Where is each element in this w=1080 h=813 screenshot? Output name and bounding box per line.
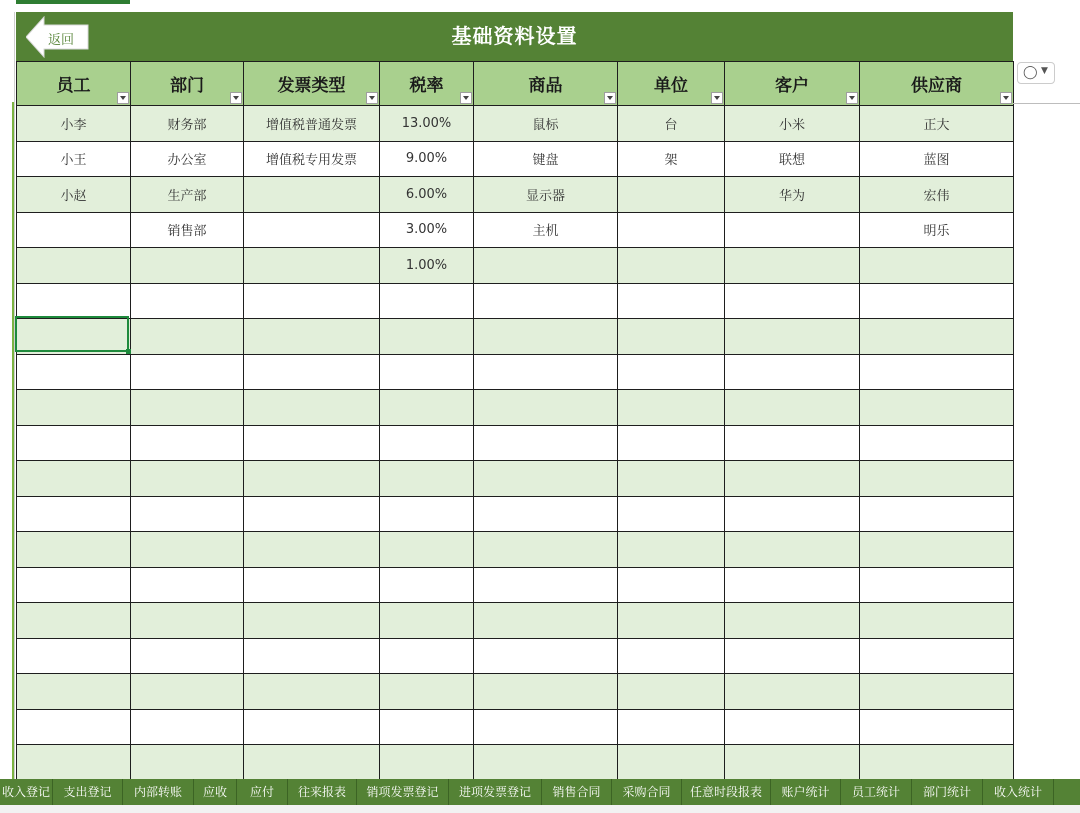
table-cell[interactable] [860,248,1014,284]
table-cell[interactable] [244,461,380,497]
column-header-label: 客户 [775,76,809,96]
table-cell[interactable] [725,319,860,355]
table-cell[interactable] [17,319,131,355]
table-cell[interactable] [131,390,244,426]
table-cell[interactable] [618,425,725,461]
table-cell[interactable] [17,354,131,390]
table-cell[interactable]: 13.00% [380,106,474,142]
sheet-tab[interactable]: 收入登记 [0,779,53,805]
back-button-label: 返回 [48,33,75,48]
column-header[interactable] [725,62,860,106]
table-row [17,319,1014,355]
table-cell[interactable] [725,603,860,639]
table-row [17,603,1014,639]
table-row [17,283,1014,319]
table-cell[interactable] [725,496,860,532]
table-cell[interactable] [244,354,380,390]
table-cell[interactable]: 增值税专用发票 [244,141,380,177]
table-cell[interactable] [380,709,474,745]
table-cell[interactable] [17,212,131,248]
table-cell[interactable] [17,248,131,284]
filter-dropdown-icon[interactable] [1000,92,1012,104]
sheet-tab[interactable]: 进项发票登记 [449,779,542,805]
table-cell[interactable] [380,390,474,426]
table-cell[interactable] [474,603,618,639]
table-cell[interactable] [725,638,860,674]
table-cell[interactable] [17,603,131,639]
table-cell[interactable] [618,745,725,781]
table-cell[interactable] [244,745,380,781]
table-cell[interactable] [244,425,380,461]
filter-dropdown-icon[interactable] [846,92,858,104]
table-cell[interactable] [244,567,380,603]
column-header-label: 商品 [528,76,563,96]
table-cell[interactable] [17,390,131,426]
sheet-tab[interactable]: 销售合同 [542,779,612,805]
table-cell[interactable] [618,461,725,497]
table-row [17,709,1014,745]
active-tab-accent [16,0,130,4]
table-cell[interactable] [17,638,131,674]
table-cell[interactable] [618,177,725,213]
sheet-tab[interactable]: 任意时段报表 [682,779,771,805]
table-cell[interactable] [725,567,860,603]
table-cell[interactable]: 主机 [474,212,618,248]
table-cell[interactable] [725,212,860,248]
table-cell[interactable] [860,603,1014,639]
table-cell[interactable] [725,248,860,284]
table-cell[interactable] [474,745,618,781]
table-body [17,106,1014,813]
table-cell[interactable] [17,532,131,568]
sheet-tab[interactable]: 往来报表 [288,779,357,805]
table-cell[interactable] [244,603,380,639]
table-cell[interactable] [131,425,244,461]
table-cell[interactable] [618,319,725,355]
table-cell[interactable]: 3.00% [380,212,474,248]
table-cell[interactable] [17,709,131,745]
table-cell[interactable] [618,638,725,674]
table-cell[interactable] [618,390,725,426]
table-cell[interactable] [380,745,474,781]
table-cell[interactable]: 蓝图 [860,141,1014,177]
table-cell[interactable] [860,674,1014,710]
table-cell[interactable] [244,674,380,710]
table-cell[interactable] [131,283,244,319]
table-cell[interactable] [725,745,860,781]
table-cell[interactable] [17,461,131,497]
table-row [17,248,1014,284]
filter-dropdown-icon[interactable] [460,92,472,104]
table-cell[interactable]: 鼠标 [474,106,618,142]
table-cell[interactable] [380,638,474,674]
table-cell[interactable] [618,567,725,603]
sheet-tab[interactable]: 应收 [194,779,237,805]
table-cell[interactable]: 增值税普通发票 [244,106,380,142]
table-cell[interactable] [618,354,725,390]
sheet-tab[interactable]: 部门统计 [912,779,983,805]
table-cell[interactable]: 小赵 [17,177,131,213]
status-strip [0,805,1080,813]
table-cell[interactable] [244,248,380,284]
table-cell[interactable]: 小米 [725,106,860,142]
table-row [17,745,1014,781]
table-cell[interactable] [244,709,380,745]
column-header[interactable] [860,62,1014,106]
table-row [17,425,1014,461]
filter-dropdown-icon[interactable] [604,92,616,104]
column-header-label: 部门 [170,76,204,96]
filter-dropdown-icon[interactable] [230,92,242,104]
sheet-tab[interactable]: 收入统计 [983,779,1054,805]
chevron-down-icon: ▼ [1041,66,1048,76]
table-cell[interactable] [131,248,244,284]
table-cell[interactable] [474,709,618,745]
column-header-label: 员工 [56,76,91,96]
table-row [17,461,1014,497]
table-cell[interactable] [244,532,380,568]
sheet-tab[interactable]: 内部转账 [123,779,194,805]
table-cell[interactable] [860,390,1014,426]
table-cell[interactable] [17,674,131,710]
table-cell[interactable] [380,496,474,532]
table-cell[interactable] [244,638,380,674]
table-cell[interactable]: 销售部 [131,212,244,248]
table-row [17,567,1014,603]
table-cell[interactable]: 台 [618,106,725,142]
table-cell[interactable]: 显示器 [474,177,618,213]
column-header[interactable] [131,62,244,106]
table-cell[interactable]: 联想 [725,141,860,177]
table-cell[interactable]: 华为 [725,177,860,213]
table-cell[interactable] [474,390,618,426]
column-header-label: 供应商 [911,76,962,96]
table-cell[interactable] [725,461,860,497]
top-strip [0,0,1080,12]
column-divider [1013,103,1080,104]
table-cell[interactable]: 小王 [17,141,131,177]
table-row [17,141,1014,177]
table-cell[interactable] [17,745,131,781]
table-cell[interactable] [380,674,474,710]
row-selection-marker [12,102,14,790]
table-cell[interactable] [860,709,1014,745]
table-cell[interactable] [244,390,380,426]
column-header[interactable] [244,62,380,106]
filter-dropdown-icon[interactable] [366,92,378,104]
table-cell[interactable] [860,496,1014,532]
table-cell[interactable] [860,461,1014,497]
header-row [17,62,1014,106]
table-cell[interactable] [131,461,244,497]
table-cell[interactable] [474,425,618,461]
table-cell[interactable] [474,674,618,710]
table-cell[interactable] [131,319,244,355]
table-cell[interactable] [17,425,131,461]
table-cell[interactable] [474,461,618,497]
table-cell[interactable]: 正大 [860,106,1014,142]
table-cell[interactable] [17,567,131,603]
sheet-tab[interactable]: 账户统计 [771,779,841,805]
sheet-tab[interactable]: 支出登记 [53,779,123,805]
lightbulb-icon: ◯ [1023,65,1038,80]
column-header[interactable] [17,62,131,106]
table-cell[interactable]: 办公室 [131,141,244,177]
table-cell[interactable] [244,496,380,532]
column-header-label: 发票类型 [277,76,346,96]
table-cell[interactable] [618,603,725,639]
table-cell[interactable] [860,567,1014,603]
table-cell[interactable] [131,674,244,710]
filter-dropdown-icon[interactable] [711,92,723,104]
table-cell[interactable] [474,319,618,355]
table-cell[interactable] [244,283,380,319]
data-table [16,61,1014,813]
back-button[interactable] [26,16,90,58]
table-cell[interactable] [380,425,474,461]
table-cell[interactable] [860,283,1014,319]
table-cell[interactable] [380,567,474,603]
table-cell[interactable] [725,425,860,461]
table-cell[interactable]: 小李 [17,106,131,142]
table-cell[interactable] [474,248,618,284]
sheet-tab[interactable]: 应付 [237,779,288,805]
table-cell[interactable]: 架 [618,141,725,177]
table-cell[interactable] [618,674,725,710]
table-cell[interactable] [725,674,860,710]
page-title: 基础资料设置 [451,24,578,48]
table-cell[interactable] [131,709,244,745]
table-cell[interactable] [474,638,618,674]
table-cell[interactable] [860,532,1014,568]
table-row [17,212,1014,248]
table-cell[interactable] [380,603,474,639]
table-row [17,638,1014,674]
sheet-tab-bar [0,779,1080,805]
table-row [17,106,1014,142]
table-cell[interactable]: 明乐 [860,212,1014,248]
idea-button[interactable] [1017,62,1055,84]
table-cell[interactable]: 生产部 [131,177,244,213]
table-cell[interactable] [725,532,860,568]
table-cell[interactable] [474,567,618,603]
table-cell[interactable] [618,709,725,745]
table-row [17,354,1014,390]
table-cell[interactable] [618,283,725,319]
table-cell[interactable]: 宏伟 [860,177,1014,213]
table-cell[interactable]: 9.00% [380,141,474,177]
table-cell[interactable] [618,496,725,532]
table-row [17,496,1014,532]
sheet-tab[interactable]: 销项发票登记 [357,779,449,805]
table-cell[interactable]: 财务部 [131,106,244,142]
filter-dropdown-icon[interactable] [117,92,129,104]
row-header-edge [0,12,15,779]
title-bar [16,12,1013,61]
column-header[interactable] [618,62,725,106]
table-cell[interactable] [244,319,380,355]
table-cell[interactable] [131,354,244,390]
table-cell[interactable]: 键盘 [474,141,618,177]
table-cell[interactable] [725,283,860,319]
table-row [17,532,1014,568]
table-cell[interactable] [860,425,1014,461]
column-header[interactable] [380,62,474,106]
table-row [17,177,1014,213]
table-cell[interactable] [380,283,474,319]
table-cell[interactable] [131,496,244,532]
table-cell[interactable] [725,390,860,426]
table-cell[interactable]: 6.00% [380,177,474,213]
table-cell[interactable] [474,283,618,319]
table-cell[interactable] [380,532,474,568]
table-cell[interactable] [131,638,244,674]
column-header-label: 单位 [654,76,688,96]
sheet-tab[interactable]: 员工统计 [841,779,912,805]
table-cell[interactable] [860,354,1014,390]
table-cell[interactable]: 1.00% [380,248,474,284]
table-cell[interactable] [474,496,618,532]
table-cell[interactable] [860,745,1014,781]
table-cell[interactable] [860,638,1014,674]
sheet-tab[interactable]: 采购合同 [612,779,682,805]
table-cell[interactable] [380,354,474,390]
column-header-label: 税率 [409,76,444,96]
table-cell[interactable] [618,212,725,248]
table-cell[interactable] [618,248,725,284]
column-header[interactable] [474,62,618,106]
table-cell[interactable] [131,532,244,568]
table-cell[interactable] [131,567,244,603]
table-row [17,390,1014,426]
table-cell[interactable] [860,319,1014,355]
table-cell[interactable] [244,212,380,248]
table-cell[interactable] [474,354,618,390]
table-row [17,674,1014,710]
table-cell[interactable] [618,532,725,568]
table-cell[interactable] [131,603,244,639]
table-cell[interactable] [725,354,860,390]
table-cell[interactable] [380,319,474,355]
table-cell[interactable] [17,283,131,319]
table-cell[interactable] [380,461,474,497]
table-cell[interactable] [244,177,380,213]
table-cell[interactable] [725,709,860,745]
table-cell[interactable] [17,496,131,532]
table-cell[interactable] [474,532,618,568]
table-cell[interactable] [131,745,244,781]
